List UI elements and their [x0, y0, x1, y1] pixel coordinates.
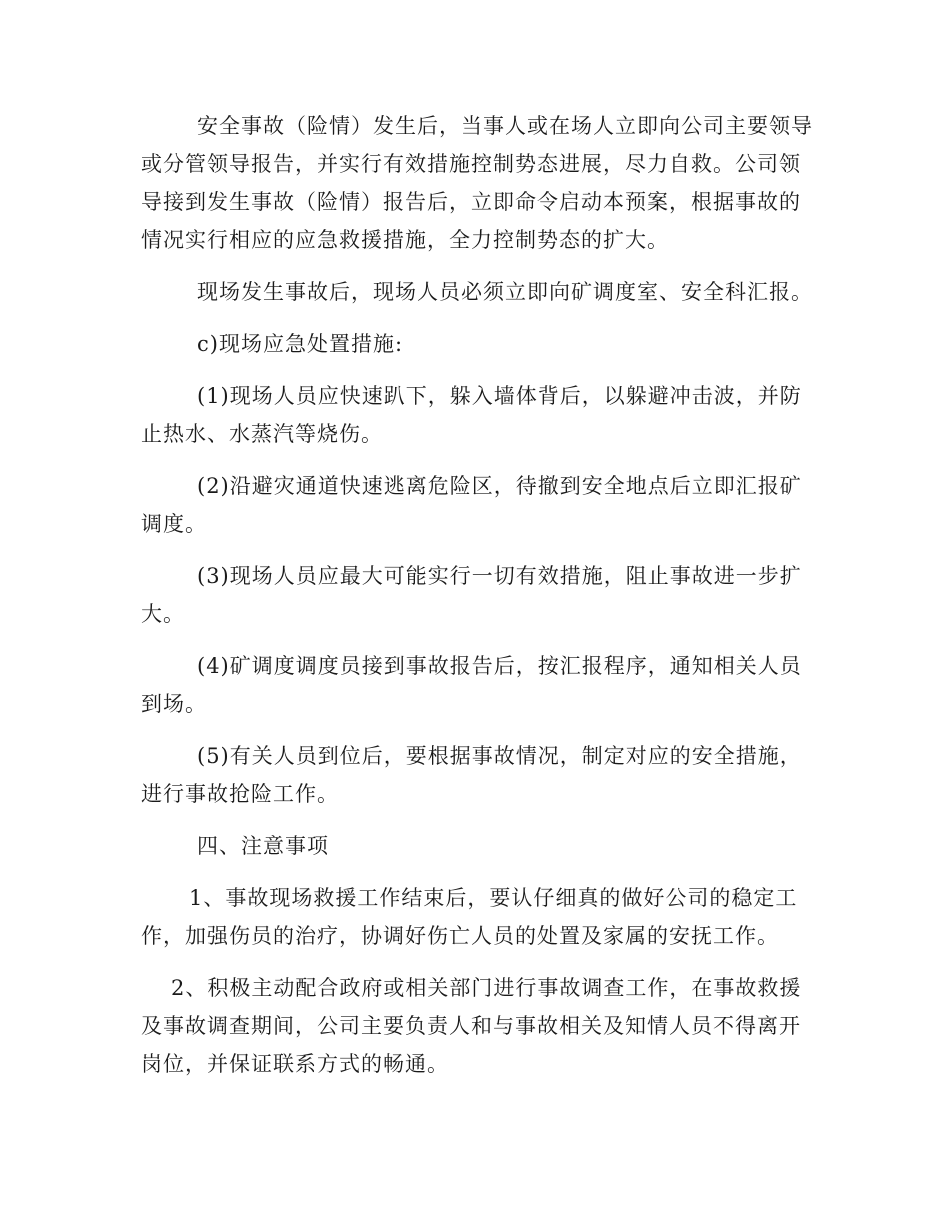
section-heading-precautions — [141, 827, 811, 865]
list-item-precaution-1 — [141, 879, 811, 955]
text-line: 导接到发生事故（险情）报告后，立即命令启动本预案，根据事故的 — [141, 190, 801, 214]
list-item-measure-3 — [141, 557, 811, 633]
text-line: (1)现场人员应快速趴下，躲入墙体背后，以躲避冲击波，并防 — [197, 384, 802, 408]
text-line: 或分管领导报告，并实行有效措施控制势态进展，尽力自救。公司领 — [141, 152, 801, 176]
paragraph-incident-report — [141, 107, 811, 259]
text-line: 现场发生事故后，现场人员必须立即向矿调度室、安全科汇报。 — [197, 280, 813, 304]
list-item-measure-4 — [141, 647, 811, 723]
text-line: (2)沿避灾通道快速逃离危险区，待撤到安全地点后立即汇报矿 — [197, 474, 802, 498]
text-line: (5)有关人员到位后，要根据事故情况，制定对应的安全措施， — [197, 744, 802, 768]
text-line: 安全事故（险情）发生后，当事人或在场人立即向公司主要领导 — [197, 114, 813, 138]
text-line: c)现场应急处置措施: — [197, 332, 404, 356]
text-line: (4)矿调度调度员接到事故报告后，按汇报程序，通知相关人员 — [197, 654, 802, 678]
text-line: 岗位，并保证联系方式的畅通。 — [141, 1052, 449, 1076]
text-line: 作，加强伤员的治疗，协调好伤亡人员的处置及家属的安抚工作。 — [141, 924, 779, 948]
text-line: 调度。 — [141, 512, 207, 536]
text-line: 及事故调查期间，公司主要负责人和与事故相关及知情人员不得离开 — [141, 1014, 801, 1038]
text-line: 1、事故现场救援工作结束后，要认仔细真的做好公司的稳定工 — [189, 886, 798, 910]
text-line: 进行事故抢险工作。 — [141, 782, 339, 806]
section-heading-onsite-measures — [141, 325, 811, 363]
list-item-measure-1 — [141, 377, 811, 453]
paragraph-onsite-report — [141, 273, 811, 311]
text-line: 止热水、水蒸汽等烧伤。 — [141, 422, 383, 446]
text-line: 四、注意事项 — [197, 834, 329, 858]
text-line: (3)现场人员应最大可能实行一切有效措施，阻止事故进一步扩 — [197, 564, 802, 588]
text-line: 到场。 — [141, 692, 207, 716]
text-line: 2、积极主动配合政府或相关部门进行事故调查工作，在事故救援 — [171, 976, 802, 1000]
list-item-measure-2 — [141, 467, 811, 543]
text-line: 情况实行相应的应急救援措施，全力控制势态的扩大。 — [141, 228, 669, 252]
text-line: 大。 — [141, 602, 185, 626]
list-item-measure-5 — [141, 737, 811, 813]
list-item-precaution-2 — [141, 969, 811, 1083]
